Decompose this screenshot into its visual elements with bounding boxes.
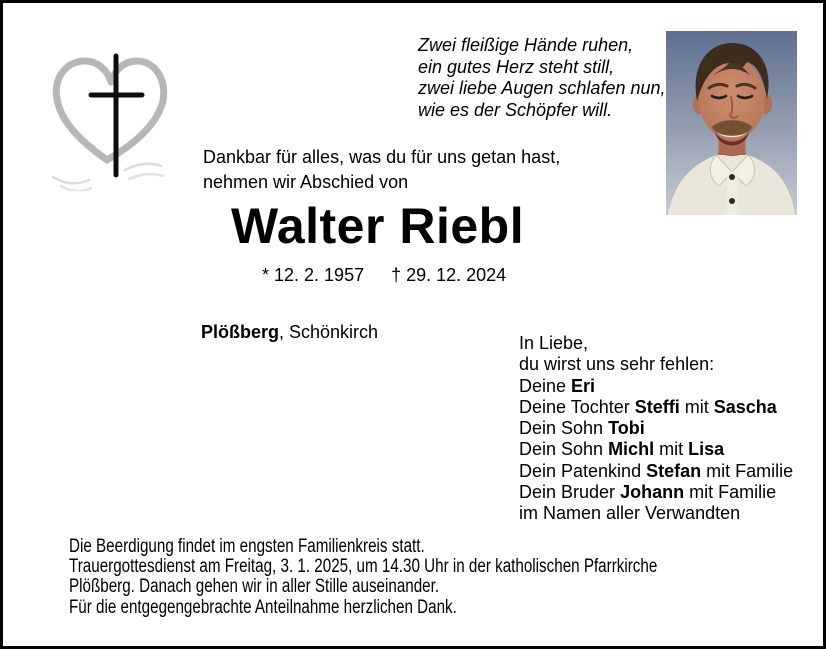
mourner-line	[519, 333, 793, 354]
mourner-line-text: Deine Tochter	[519, 396, 635, 417]
mourner-line-name: Sascha	[713, 396, 777, 417]
heart-outline	[56, 61, 163, 160]
intro-line: nehmen wir Abschied von	[203, 172, 409, 192]
wave-line	[129, 174, 163, 179]
mourner-line	[519, 482, 793, 503]
mourner-line-name: Johann	[620, 482, 685, 503]
mourner-line	[519, 439, 793, 460]
mourner-line-name: Michl	[608, 439, 655, 460]
mourner-line-text: mit	[654, 439, 689, 460]
place-secondary: , Schönkirch	[279, 322, 379, 342]
deceased-name: Walter Riebl	[231, 198, 525, 254]
mourner-line	[519, 397, 793, 418]
mourner-line-name: Eri	[571, 375, 596, 396]
poem-line: wie es der Schöpfer will.	[418, 100, 613, 121]
mourner-line-name: Steffi	[634, 396, 680, 417]
mourner-line	[519, 376, 793, 397]
mourner-line-text: im Namen aller Verwandten	[519, 503, 741, 524]
mourner-line-name: Tobi	[608, 418, 645, 439]
funeral-line: Für die entgegengebrachte Anteilnahme herzlichen Dank.	[69, 596, 457, 618]
mourner-line-text: In Liebe,	[519, 333, 589, 353]
mourner-line-text: Dein Patenkind	[519, 460, 647, 481]
mourner-line-text: Dein Sohn	[519, 439, 609, 460]
heart-cross-icon	[45, 39, 177, 191]
funeral-line: Trauergottesdienst am Freitag, 3. 1. 2025, um 14.30 Uhr in der katholischen Pfarrkirche	[69, 556, 658, 578]
poem-line: Zwei fleißige Hände ruhen,	[418, 35, 634, 55]
mourner-line	[519, 418, 793, 439]
mourner-line-name: Stefan	[646, 460, 702, 481]
intro-text	[203, 145, 560, 195]
funeral-info	[69, 537, 657, 618]
death-date: † 29. 12. 2024	[391, 265, 507, 285]
wave-line	[125, 164, 161, 170]
mourner-line	[519, 461, 793, 482]
mourners-list	[519, 333, 793, 525]
mourner-line-name: Lisa	[688, 439, 725, 460]
mourner-line-text: mit Familie	[684, 482, 777, 503]
memorial-poem	[418, 35, 666, 122]
mourner-line	[519, 354, 793, 375]
mourner-line-text: Deine	[519, 375, 572, 396]
birth-date: * 12. 2. 1957	[262, 265, 365, 285]
mourner-line-text: Dein Sohn	[519, 418, 609, 439]
wave-line	[61, 186, 91, 191]
mourner-line-text: du wirst uns sehr fehlen:	[519, 354, 715, 375]
portrait-photo	[666, 31, 797, 215]
mourner-line-text: mit Familie	[701, 460, 794, 481]
poem-line: ein gutes Herz steht still,	[418, 56, 615, 77]
funeral-line: Die Beerdigung findet im engsten Familienkreis statt.	[69, 536, 425, 557]
intro-line: Dankbar für alles, was du für uns getan hast,	[203, 147, 561, 167]
wave-line	[53, 177, 89, 183]
mourner-line	[519, 503, 793, 524]
funeral-line: Plößberg. Danach gehen wir in aller Stille auseinander.	[69, 576, 440, 598]
life-dates	[262, 265, 506, 286]
places-line	[201, 322, 378, 343]
mourner-line-text: mit	[679, 396, 714, 417]
poem-line: zwei liebe Augen schlafen nun,	[418, 78, 666, 99]
place-primary: Plößberg	[201, 322, 280, 342]
mourner-line-text: Dein Bruder	[519, 482, 621, 503]
